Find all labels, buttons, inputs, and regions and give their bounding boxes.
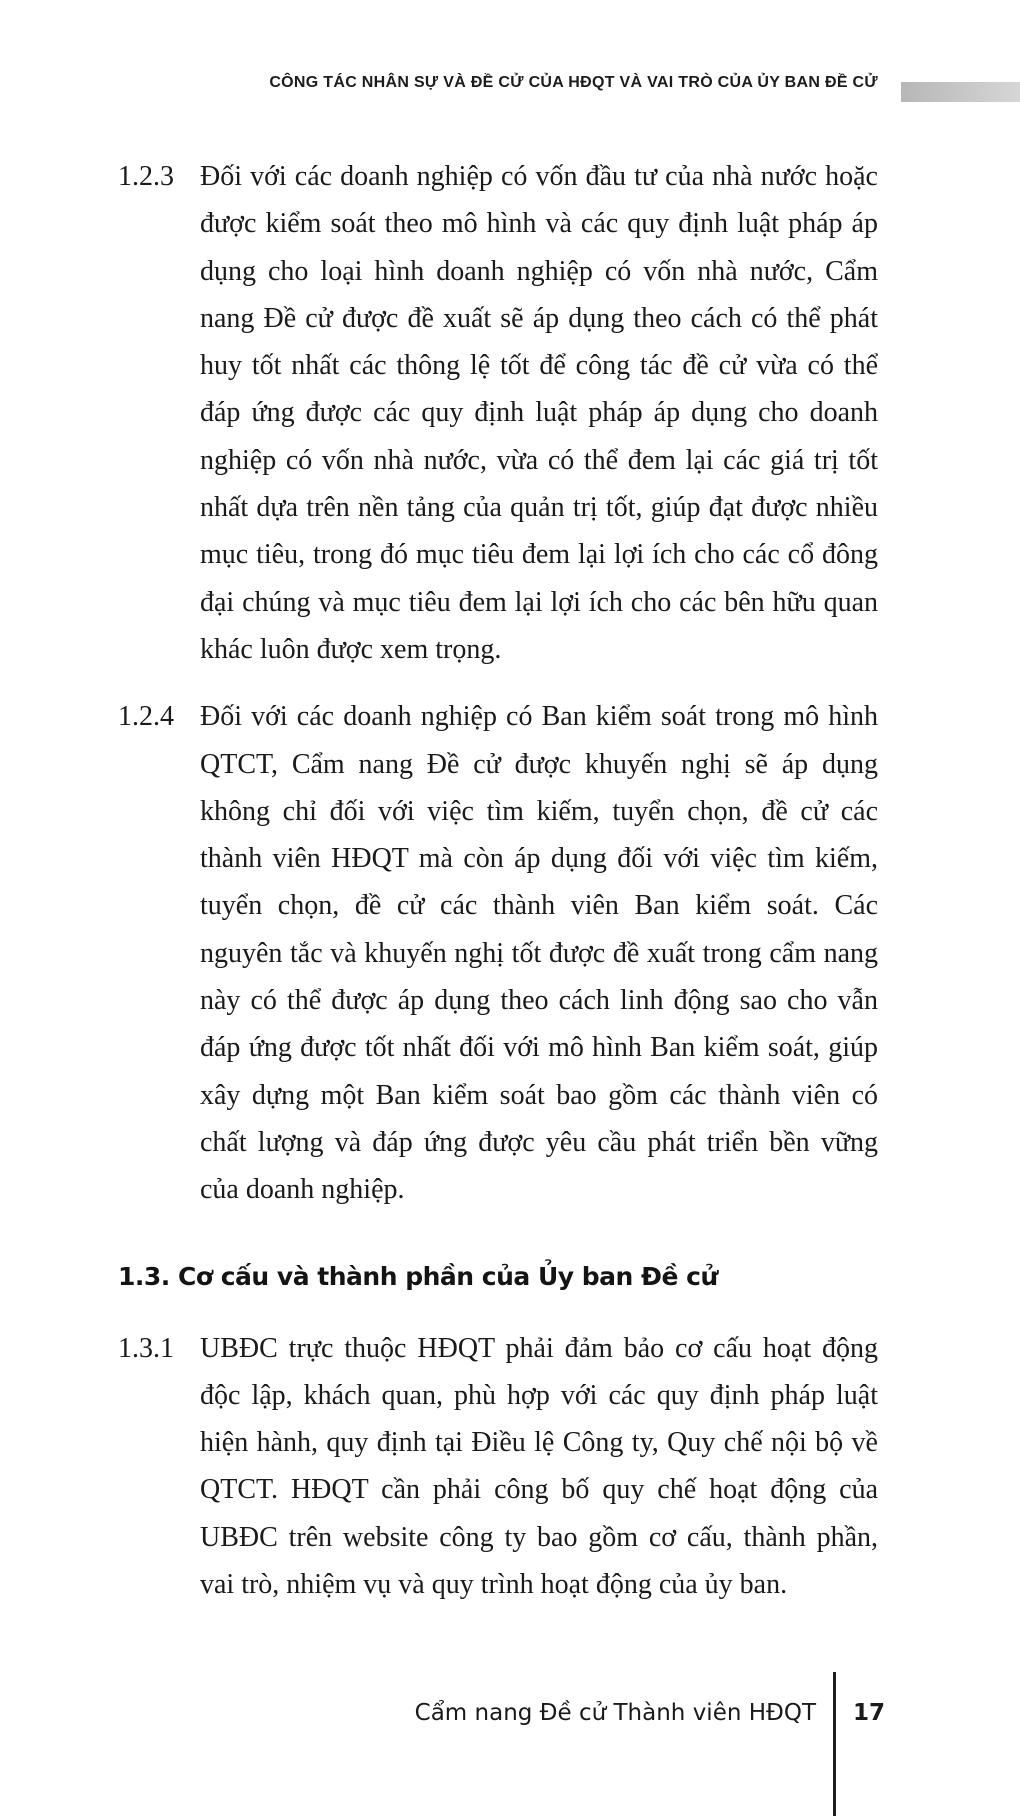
section-heading: 1.3. Cơ cấu và thành phần của Ủy ban Đề cử — [118, 1261, 718, 1291]
clause-number: 1.2.4 — [118, 701, 174, 733]
footer-divider — [833, 1672, 836, 1816]
page-body — [0, 153, 1020, 1608]
header-decoration-bar — [901, 82, 1020, 102]
footer-book-title: Cẩm nang Đề cử Thành viên HĐQT — [414, 1700, 816, 1726]
clause-1-2-3 — [118, 153, 878, 673]
clause-text: Đối với các doanh nghiệp có vốn đầu tư của nhà nước hoặc được kiểm soát theo mô hình và các quy định luật pháp áp dụng cho loại hình doanh nghiệp có vốn nhà nước, Cẩm nang Đề cử được đề xuất sẽ áp dụng theo cách có thể phát huy tốt nhất các thông lệ tốt để công tác đề cử vừa có thể đáp ứng được các quy định luật pháp áp dụng cho doanh nghiệp có vốn nhà nước, vừa có thể đem lại các giá trị tốt nhất dựa trên nền tảng của quản trị tốt, giúp đạt được nhiều mục tiêu, trong đó mục tiêu đem lại lợi ích cho các cổ đông đại chúng và mục tiêu đem lại lợi ích cho các bên hữu quan khác luôn được xem trọng. — [200, 161, 878, 665]
page-number: 17 — [853, 1700, 886, 1726]
clause-number: 1.3.1 — [118, 1332, 174, 1364]
running-header: CÔNG TÁC NHÂN SỰ VÀ ĐỀ CỬ CỦA HĐQT VÀ VAI TRÒ CỦA ỦY BAN ĐỀ CỬ — [269, 74, 878, 91]
clause-1-2-4 — [118, 693, 878, 1213]
clause-1-3-1 — [118, 1325, 878, 1609]
clause-text: Đối với các doanh nghiệp có Ban kiểm soát trong mô hình QTCT, Cẩm nang Đề cử được khuyến nghị sẽ áp dụng không chỉ đối với việc tìm kiếm, tuyển chọn, đề cử các thành viên HĐQT mà còn áp dụng đối với việc tìm kiếm, tuyển chọn, đề cử các thành viên Ban kiểm soát. Các nguyên tắc và khuyến nghị tốt được đề xuất trong cẩm nang này có thể được áp dụng theo cách linh động sao cho vẫn đáp ứng được tốt nhất đối với mô hình Ban kiểm soát, giúp xây dựng một Ban kiểm soát bao gồm các thành viên có chất lượng và đáp ứng được yêu cầu phát triển bền vững của doanh nghiệp. — [200, 701, 878, 1206]
clause-text: UBĐC trực thuộc HĐQT phải đảm bảo cơ cấu hoạt động độc lập, khách quan, phù hợp với các quy định pháp luật hiện hành, quy định tại Điều lệ Công ty, Quy chế nội bộ về QTCT. HĐQT cần phải công bố quy chế hoạt động của UBĐC trên website công ty bao gồm cơ cấu, thành phần, vai trò, nhiệm vụ và quy trình hoạt động của ủy ban. — [200, 1332, 878, 1601]
clause-number: 1.2.3 — [118, 161, 174, 192]
